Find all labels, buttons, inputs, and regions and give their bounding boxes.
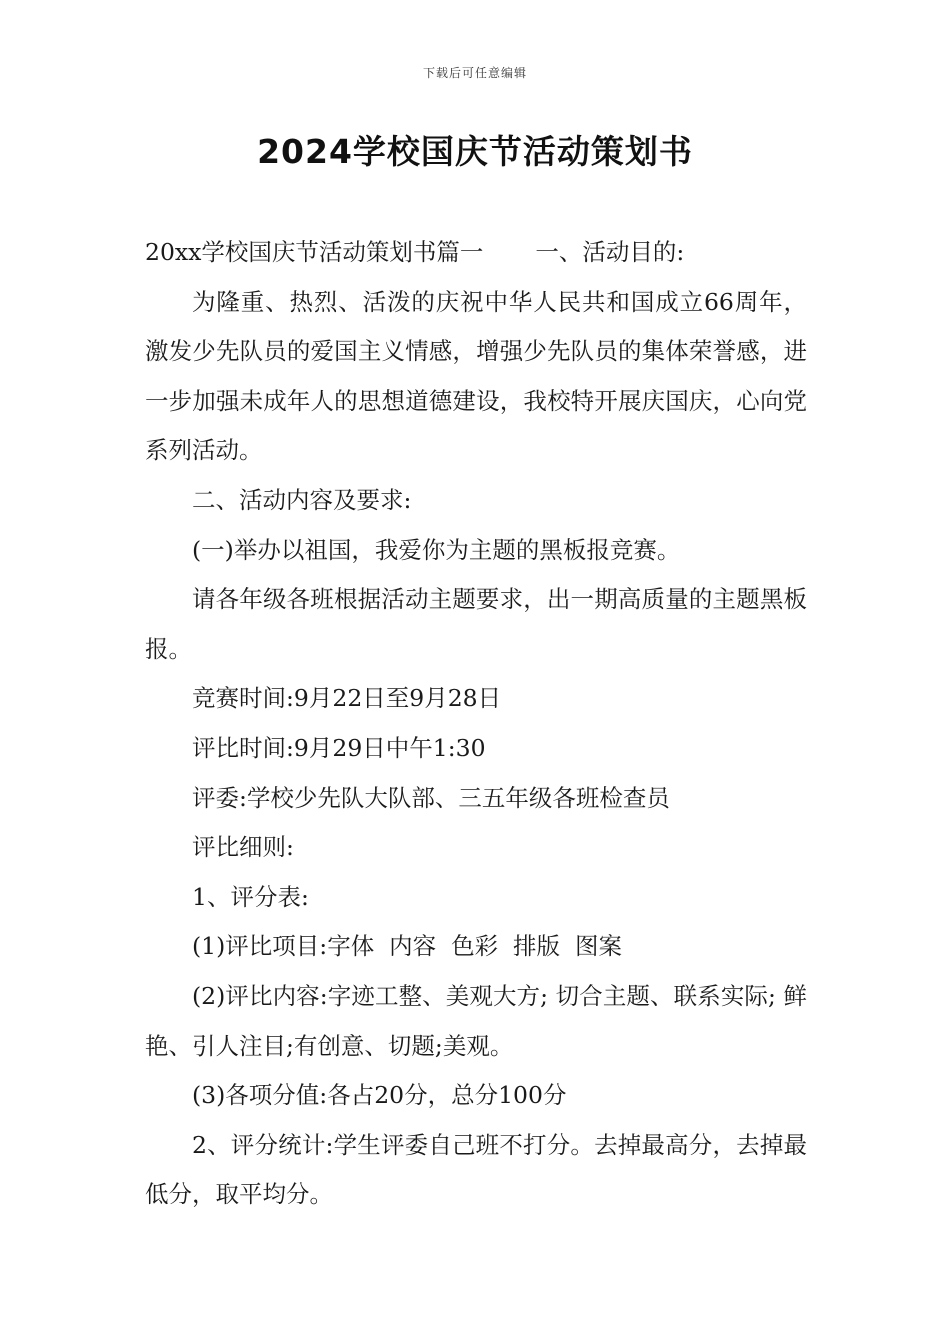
header-note: 下载后可任意编辑 — [422, 66, 527, 80]
paragraph-judging-content: (2)评比内容:字迹工整、美观大方; 切合主题、联系实际; 鲜艳、引人注目;有创意、切题;美观。 — [145, 981, 807, 1060]
document-title: 2024学校国庆节活动策划书 — [257, 132, 693, 171]
intro-paragraph — [145, 228, 807, 278]
paragraph-judges: 评委:学校少先队大队部、三五年级各班检查员 — [192, 783, 670, 812]
paragraph-judging-items: (1)评比项目:字体 内容 色彩 排版 图案 — [192, 932, 622, 961]
paragraph-class-requirement: 请各年级各班根据活动主题要求，出一期高质量的主题黑板报。 — [145, 585, 807, 663]
paragraph-score-table: 1、评分表: — [192, 882, 309, 911]
section-heading-content: 二、活动内容及要求: — [192, 485, 412, 514]
paragraph-score-values: (3)各项分值:各占20分，总分100分 — [192, 1081, 567, 1110]
paragraph-blackboard-contest: (一)举办以祖国，我爱你为主题的黑板报竞赛。 — [192, 535, 681, 564]
paragraph-score-statistics: 2、评分统计:学生评委自己班不打分。去掉最高分，去掉最低分，取平均分。 — [145, 1130, 807, 1209]
intro-heading: 20xx学校国庆节活动策划书篇一 — [145, 238, 484, 266]
document-body — [145, 228, 807, 1220]
paragraph-purpose: 为隆重、热烈、活泼的庆祝中华人民共和国成立66周年，激发少先队员的爱国主义情感，增强少先队员的集体荣誉感，进一步加强未成年人的思想道德建设，我校特开展庆国庆，心向党系列活动。 — [145, 287, 807, 465]
section-heading-purpose: 一、活动目的: — [535, 238, 685, 266]
paragraph-rules-heading: 评比细则: — [192, 833, 294, 862]
paragraph-judging-time: 评比时间:9月29日中午1:30 — [192, 733, 486, 762]
paragraph-contest-time: 竞赛时间:9月22日至9月28日 — [192, 684, 502, 713]
